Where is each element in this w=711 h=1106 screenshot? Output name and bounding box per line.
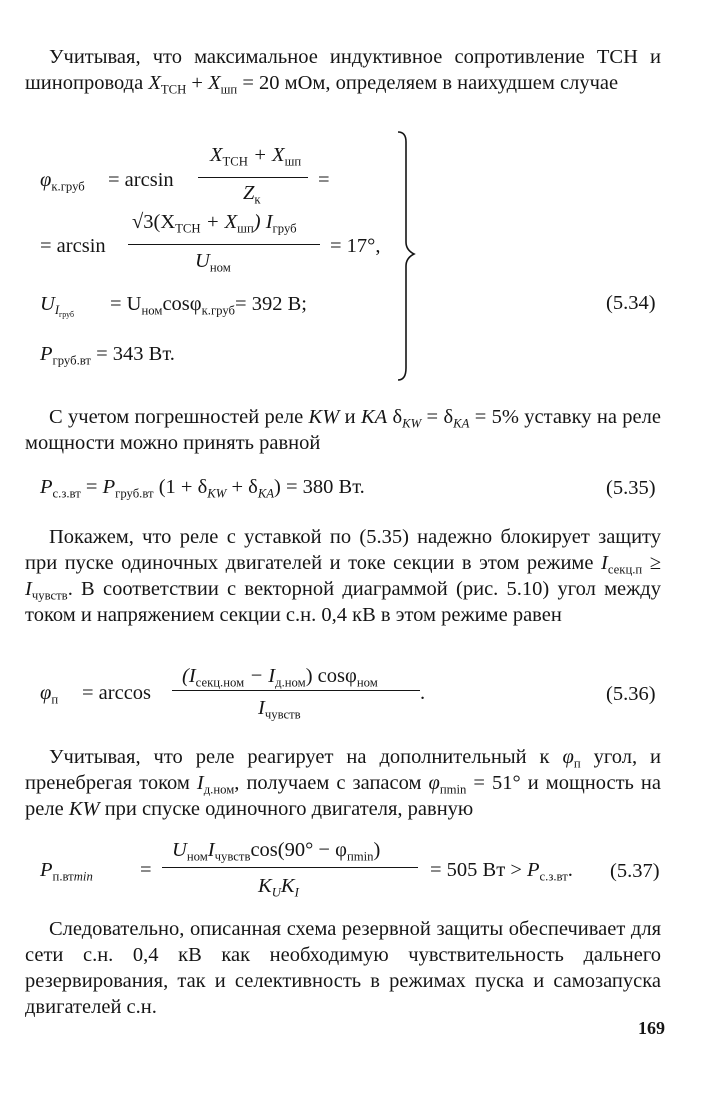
eq-dot: .	[420, 682, 426, 704]
eq-arccos: = arccos	[82, 682, 152, 704]
eq-denominator-5-37: $K_UK_I$	[258, 875, 299, 900]
page-number: 169	[638, 1018, 665, 1038]
eq-numerator-1: $X_{ТСН} + X_{шп}$	[210, 144, 302, 169]
fraction-line-5-37	[162, 867, 418, 868]
fraction-line-2	[128, 244, 320, 245]
fraction-line-1	[198, 177, 308, 178]
eq-p-vt-min: $P_{п.втmin}$	[40, 859, 93, 884]
eq-u-expression: = $U_{ном}\cos\varphi_{к.груб}= 392$ В;	[110, 293, 307, 318]
eq-denominator-2: $U_{ном}$	[195, 250, 231, 275]
eq-denominator-5-36: $I_{чувств}$	[258, 697, 301, 722]
eq-phi-krub: $\varphi_{к.груб}$	[40, 169, 85, 194]
eq-arcsin-2: = arcsin	[40, 235, 106, 257]
eq-arcsin-1: = arcsin	[108, 169, 174, 191]
eq-equals-5-37: =	[140, 859, 152, 881]
eq-result-17deg: = 17°,	[330, 235, 381, 257]
eq-denominator-1: $Z_к$	[243, 182, 261, 207]
paragraph-intro: Учитывая, что максимальное индуктивное сопротивление ТСН и шинопровода $X_{ТСН} + X_{шп} = 20$ мОм, определяем в наихудшем случае	[25, 46, 661, 97]
eq-phi-p: $\varphi_п$	[40, 682, 59, 707]
equation-5-35: $P_{с.з.вт} = P_{груб.вт}$ $(1 + \delta_{KW} + \delta_{KA}) = 380$ Вт.	[40, 476, 365, 501]
equation-number-5-34: (5.34)	[606, 292, 656, 314]
eq-numerator-2: $√3(X_{ТСН} + X_{шп})$ $I_{груб}$	[132, 211, 297, 236]
equation-number-5-37: (5.37)	[610, 860, 660, 882]
eq-numerator-5-36: $(I_{секц.ном} - I_{д.ном})$ cosφ$_{ном}$	[182, 665, 378, 690]
eq-numerator-5-37: $U_{ном}I_{чувств}\cos(90^\circ - \varphi_{пmin})$	[172, 839, 381, 864]
equation-number-5-36: (5.36)	[606, 683, 656, 705]
eq-p-grub: $P_{груб.вт} = 343$ Вт.	[40, 343, 175, 368]
eq-value-5-37: = 505 Вт > $P_{с.з.вт}$.	[430, 859, 573, 884]
paragraph-conclusion: Следовательно, описанная схема резервной защиты обеспечивает для сети с.н. 0,4 кВ как необходимую чувствительность дальнего резервирования, так и селективность в режимах пуска и самозапуска двигателей с.н.	[25, 918, 661, 1018]
paragraph-relay-power: Учитывая, что реле реагирует на дополнительный к $\varphi_п$ угол, и пренебрегая током $I_{д.ном}$, получаем с запасом $\varphi_{пmin} = 51^\circ$ и мощность на реле KW при спуске одиночного двигателя, равную	[25, 746, 662, 820]
right-brace-icon	[396, 130, 418, 382]
paragraph-relay-errors: С учетом погрешностей реле KW и KA $\delta_{KW} = \delta_{KA} = 5\%$ уставку на реле мощности можно принять равной	[25, 406, 661, 454]
equation-number-5-35: (5.35)	[606, 477, 656, 499]
fraction-line-5-36	[172, 690, 420, 691]
eq-u-igrub: $U_{I_{груб}}$	[40, 293, 74, 320]
eq-equals-1: =	[318, 169, 330, 191]
paragraph-start-blocking: Покажем, что реле с уставкой по (5.35) надежно блокирует защиту при пуске одиночных двигателей и токе секции в этом режиме $I_{секц.п} \ge I_{чувств}$. В соответствии с векторной диаграммой (рис. 5.10) угол между током и напряжением секции с.н. 0,4 кВ в этом режиме равен	[25, 526, 661, 626]
